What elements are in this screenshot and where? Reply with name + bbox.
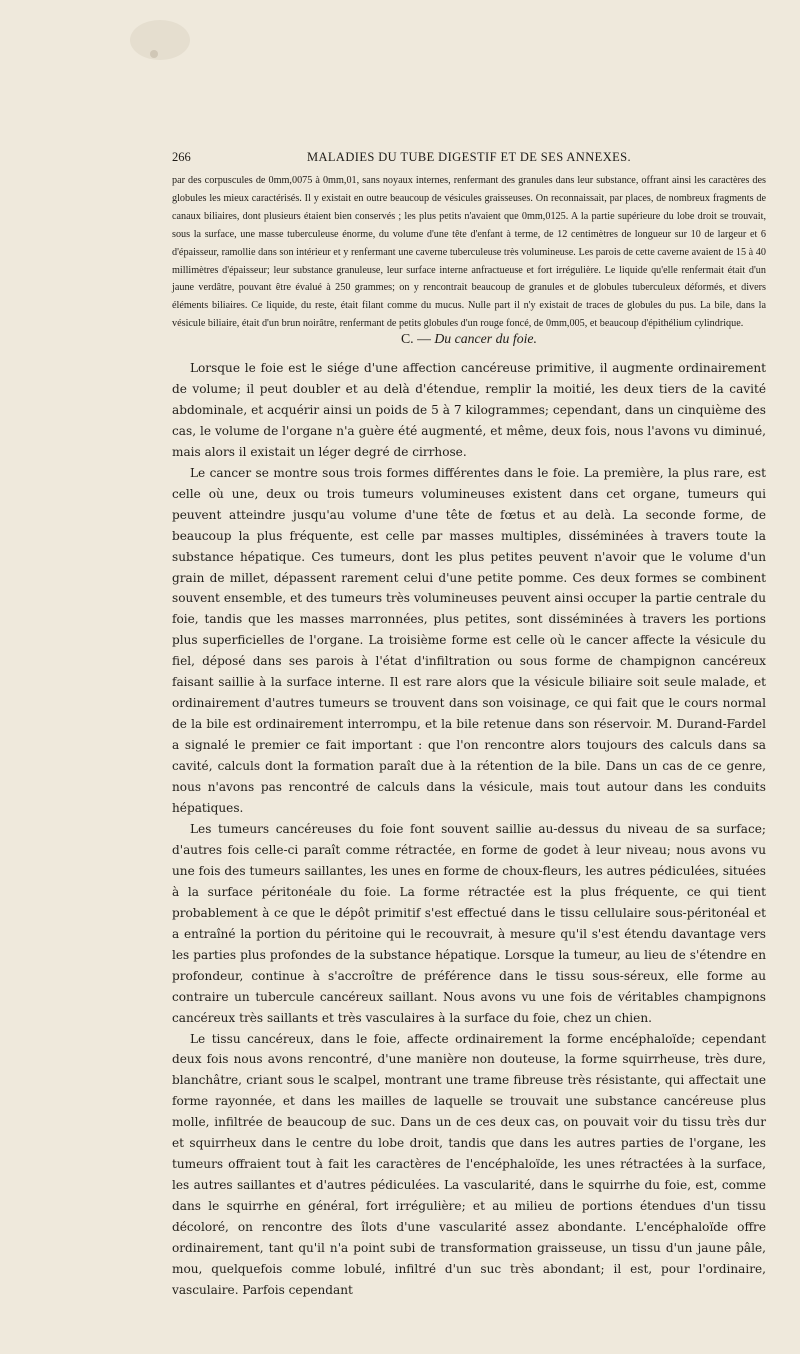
intro-paragraph: par des corpuscules de 0mm,0075 à 0mm,01, sans noyaux internes, renfermant des granules dans leur substance, offrant ainsi les caractères des globules les mieux caractérisés. Il y existait en outre beaucoup de vésicules graisseuses. On reconnaissait, par places, de nombreux fragments de canaux biliaires, dont plusieurs étaient bien conservés ; les plus petits n'avaient que 0mm,0125. A la partie supérieure du lobe droit se trouvait, sous la surface, une masse tuberculeuse énorme, du volume d'une tête d'enfant à terme, de 12 centimètres de longueur sur 10 de largeur et 6 d'épaisseur, ramollie dans son intérieur et y renfermant une caverne tuberculeuse très volumineuse. Les parois de cette caverne avaient de 15 à 40 millimètres d'épaisseur; leur substance granuleuse, leur surface interne anfractueuse et fort irrégulière. Le liquide qu'elle renfermait était d'un jaune verdâtre, pouvant être évalué à 250 grammes; on y rencontrait beaucoup de granules et de globules tuberculeux déformés, et divers éléments biliaires. Ce liquide, du reste, était filant comme du mucus. Nulle part il n'y existait de traces de globules du pus. La bile, dans la vésicule biliaire, était d'un brun noirâtre, renfermant de petits globules d'un rouge foncé, de 0mm,005, et beaucoup d'épithélium cylindrique. bbox=[172, 175, 766, 330]
main-text-block bbox=[172, 358, 766, 1301]
paper-stain bbox=[130, 20, 190, 60]
section-label: C. — bbox=[400, 331, 431, 346]
page-number: 266 bbox=[172, 150, 191, 164]
running-head bbox=[172, 150, 766, 168]
running-title: MALADIES DU TUBE DIGESTIF ET DE SES ANNEXES. bbox=[306, 150, 632, 164]
intro-text-block bbox=[172, 172, 766, 333]
body-paragraph: Le tissu cancéreux, dans le foie, affecte ordinairement la forme encéphaloïde; cependant deux fois nous avons rencontré, d'une manière non douteuse, la forme squirrheuse, très dure, blanchâtre, criant sous le scalpel, montrant une trame fibreuse très résistante, qui affectait une forme rayonnée, et dans les mailles de laquelle se trouvait une substance cancéreuse plus molle, infiltrée de beaucoup de suc. Dans un de ces deux cas, on pouvait voir du tissu très dur et squirrheux dans le centre du lobe droit, tandis que dans les autres parties de l'organe, les tumeurs offraient tout à fait les caractères de l'encéphaloïde, les unes rétractées à la surface, les autres saillantes et d'autres pédiculées. La vascularité, dans le squirrhe du foie, est, comme dans le squirrhe en général, fort irrégulière; et au milieu de portions étendues d'un tissu décoloré, on rencontre des îlots d'une vascularité assez abondante. L'encéphaloïde offre ordinairement, tant qu'il n'a point subi de transformation graisseuse, un tissu d'un jaune pâle, mou, quelquefois comme lobulé, infiltré d'un suc très abondant; il est, pour l'ordinaire, vasculaire. Parfois cependant bbox=[172, 1031, 766, 1297]
paper-spot bbox=[150, 50, 158, 58]
body-paragraph: Lorsque le foie est le siége d'une affection cancéreuse primitive, il augmente ordinairement de volume; il peut doubler et au delà d'étendue, remplir la moitié, les deux tiers de la cavité abdominale, et acquérir ainsi un poids de 5 à 7 kilogrammes; cependant, dans un cinquième des cas, le volume de l'organe n'a guère été augmenté, et même, deux fois, nous l'avons vu diminué, mais alors il existait un léger degré de cirrhose. bbox=[172, 361, 766, 459]
body-paragraph: Le cancer se montre sous trois formes différentes dans le foie. La première, la plus rare, est celle où une, deux ou trois tumeurs volumineuses existent dans cet organe, tumeurs qui peuvent atteindre jusqu'au volume d'une tête de fœtus et au delà. La seconde forme, de beaucoup la plus fréquente, est celle par masses multiples, disséminées à travers toute la substance hépatique. Ces tumeurs, dont les plus petites peuvent n'avoir que le volume d'un grain de millet, dépassent rarement celui d'une petite pomme. Ces deux formes se combinent souvent ensemble, et des tumeurs très volumineuses peuvent ainsi occuper la partie centrale du foie, tandis que les masses marronnées, plus petites, sont disséminées à travers les portions plus superficielles de l'organe. La troisième forme est celle où le cancer affecte la vésicule du fiel, déposé dans ses parois à l'état d'infiltration ou sous forme de champignon cancéreux faisant saillie à la surface interne. Il est rare alors que la vésicule biliaire soit seule malade, et ordinairement d'autres tumeurs se trouvent dans son voisinage, ce qui fait que le cours normal de la bile est ordinairement interrompu, et la bile retenue dans son réservoir. M. Durand-Fardel a signalé le premier ce fait important : que l'on rencontre alors toujours des calculs dans sa cavité, calculs dont la formation paraît due à la rétention de la bile. Dans un cas de ce genre, nous n'avons pas rencontré de calculs dans la vésicule, mais tout autour dans les conduits hépatiques. bbox=[172, 465, 766, 816]
body-paragraph: Les tumeurs cancéreuses du foie font souvent saillie au-dessus du niveau de sa surface; d'autres fois celle-ci paraît comme rétractée, en forme de godet à leur niveau; nous avons vu une fois des tumeurs saillantes, les unes en forme de choux-fleurs, les autres pédiculées, situées à la surface péritonéale du foie. La forme rétractée est la plus fréquente, ce qui tient probablement à ce que le dépôt primitif s'est effectué dans le tissu cellulaire sous-péritonéal et a entraîné la portion du péritoine qui le recouvrait, à mesure qu'il s'est étendu davantage vers les parties plus profondes de la substance hépatique. Lorsque la tumeur, au lieu de s'étendre en profondeur, continue à s'accroître de préférence dans le tissu sous-séreux, elle forme au contraire un tubercule cancéreux saillant. Nous avons vu une fois de véritables champignons cancéreux très saillants et très vasculaires à la surface du foie, chez un chien. bbox=[172, 821, 766, 1025]
section-heading bbox=[172, 331, 766, 347]
section-title: Du cancer du foie. bbox=[434, 331, 538, 346]
